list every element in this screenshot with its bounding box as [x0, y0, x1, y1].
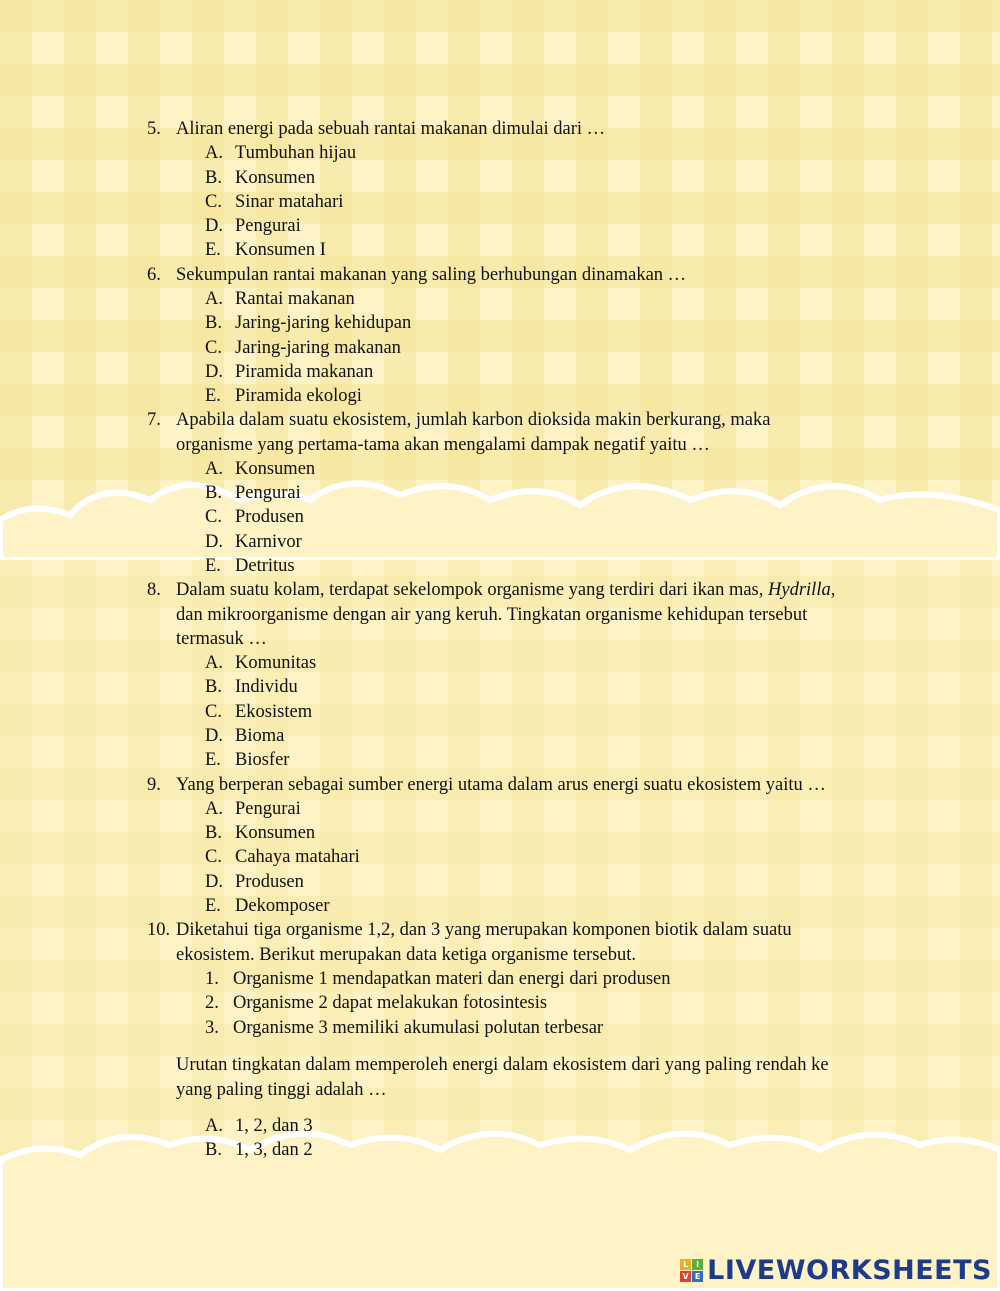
option-text: Rantai makanan — [235, 289, 355, 309]
option-letter: B. — [205, 313, 222, 333]
option-text: Pengurai — [235, 799, 301, 819]
question-text: dan mikroorganisme dengan air yang keruh. Tingkatan organisme kehidupan tersebut — [176, 605, 808, 625]
question-text: organisme yang pertama-tama akan mengalami dampak negatif yaitu … — [176, 435, 710, 455]
logo-letter: V — [680, 1271, 691, 1282]
option-letter: C. — [205, 847, 222, 867]
option-text: Cahaya matahari — [235, 847, 360, 867]
option-letter: B. — [205, 483, 222, 503]
option-text: Karnivor — [235, 532, 302, 552]
question-number: 6. — [147, 265, 161, 285]
option-text: Dekomposer — [235, 896, 330, 916]
option-letter: C. — [205, 192, 222, 212]
question-text-part: , — [830, 580, 836, 600]
question-text: termasuk … — [176, 629, 267, 649]
question-number: 8. — [147, 580, 161, 600]
question-text — [176, 578, 835, 602]
option-letter: E. — [205, 240, 221, 260]
question-text: Diketahui tiga organisme 1,2, dan 3 yang merupakan komponen biotik dalam suatu — [176, 920, 792, 940]
option-letter: A. — [205, 459, 223, 479]
option-letter: D. — [205, 872, 223, 892]
option-letter: B. — [205, 823, 222, 843]
option-letter: A. — [205, 1116, 223, 1136]
item-number: 1. — [205, 969, 219, 989]
item-number: 2. — [205, 993, 219, 1013]
option-text: 1, 3, dan 2 — [235, 1140, 313, 1160]
logo-letter: I — [692, 1259, 703, 1270]
option-letter: C. — [205, 338, 222, 358]
species-name: Hydrilla — [768, 580, 831, 600]
logo-letter: E — [692, 1271, 703, 1282]
question-number: 7. — [147, 410, 161, 430]
question-text-part: Dalam suatu kolam, terdapat sekelompok organisme yang terdiri dari ikan mas, — [176, 580, 769, 600]
item-text: Organisme 1 mendapatkan materi dan energi dari produsen — [233, 969, 671, 989]
liveworksheets-logo[interactable] — [680, 1252, 992, 1288]
option-text: Komunitas — [235, 653, 317, 673]
option-text: Piramida ekologi — [235, 386, 362, 406]
option-letter: D. — [205, 532, 223, 552]
option-text: Piramida makanan — [235, 362, 374, 382]
option-text: Jaring-jaring kehidupan — [235, 313, 412, 333]
option-text: Pengurai — [235, 216, 301, 236]
logo-mark-icon — [680, 1259, 703, 1282]
logo-text: LIVEWORKSHEETS — [707, 1254, 992, 1286]
option-text: Produsen — [235, 507, 304, 527]
option-letter: A. — [205, 143, 223, 163]
question-text: Sekumpulan rantai makanan yang saling berhubungan dinamakan … — [176, 265, 687, 285]
item-text: Organisme 3 memiliki akumulasi polutan terbesar — [233, 1018, 604, 1038]
option-letter: B. — [205, 677, 222, 697]
question-text: Apabila dalam suatu ekosistem, jumlah karbon dioksida makin berkurang, maka — [176, 410, 771, 430]
logo-letter: L — [680, 1259, 691, 1270]
question-number: 10. — [147, 920, 171, 940]
option-text: Konsumen — [235, 823, 316, 843]
option-text: Konsumen I — [235, 240, 326, 260]
option-text: Produsen — [235, 872, 304, 892]
option-text: Individu — [235, 677, 298, 697]
option-letter: D. — [205, 726, 223, 746]
option-letter: E. — [205, 556, 221, 576]
option-text: Jaring-jaring makanan — [235, 338, 401, 358]
question-text: ekosistem. Berikut merupakan data ketiga organisme tersebut. — [176, 945, 636, 965]
option-text: Biosfer — [235, 750, 290, 770]
question-text: Aliran energi pada sebuah rantai makanan dimulai dari … — [176, 119, 606, 139]
option-letter: A. — [205, 289, 223, 309]
option-letter: B. — [205, 1140, 222, 1160]
option-text: Konsumen — [235, 168, 316, 188]
option-text: 1, 2, dan 3 — [235, 1116, 313, 1136]
option-text: Tumbuhan hijau — [235, 143, 357, 163]
option-letter: B. — [205, 168, 222, 188]
option-letter: E. — [205, 386, 221, 406]
question-text: Yang berperan sebagai sumber energi utama dalam arus energi suatu ekosistem yaitu … — [176, 775, 826, 795]
item-number: 3. — [205, 1018, 219, 1038]
option-letter: C. — [205, 507, 222, 527]
option-text: Detritus — [235, 556, 295, 576]
option-letter: C. — [205, 702, 222, 722]
option-letter: E. — [205, 896, 221, 916]
question-number: 9. — [147, 775, 161, 795]
prompt-text: Urutan tingkatan dalam memperoleh energi dalam ekosistem dari yang paling rendah ke — [176, 1055, 829, 1075]
option-text: Pengurai — [235, 483, 301, 503]
option-text: Bioma — [235, 726, 285, 746]
prompt-text: yang paling tinggi adalah … — [176, 1080, 387, 1100]
option-letter: D. — [205, 216, 223, 236]
option-letter: D. — [205, 362, 223, 382]
item-text: Organisme 2 dapat melakukan fotosintesis — [233, 993, 548, 1013]
option-letter: A. — [205, 653, 223, 673]
option-text: Ekosistem — [235, 702, 313, 722]
option-text: Konsumen — [235, 459, 316, 479]
option-letter: E. — [205, 750, 221, 770]
question-number: 5. — [147, 119, 161, 139]
option-letter: A. — [205, 799, 223, 819]
option-text: Sinar matahari — [235, 192, 344, 212]
